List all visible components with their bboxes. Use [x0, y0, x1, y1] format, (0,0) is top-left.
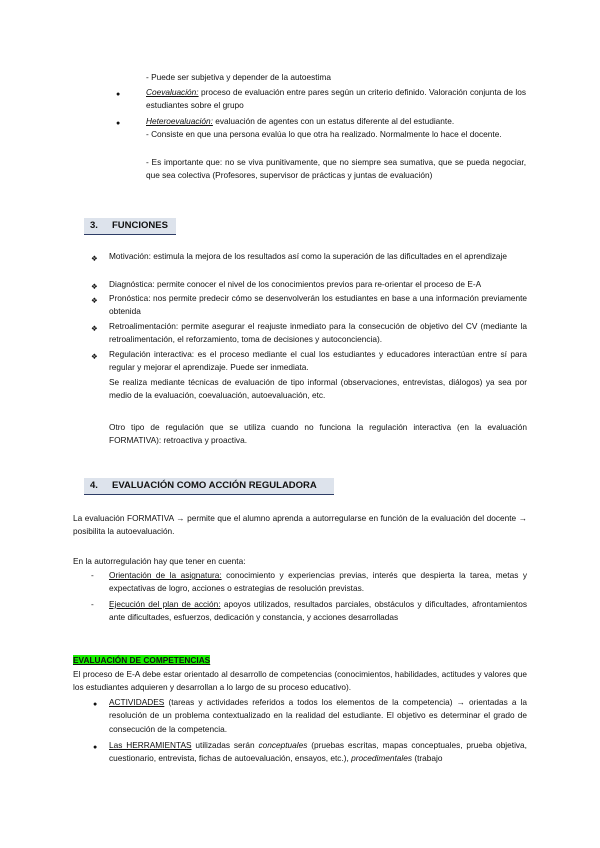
autorregulacion-lead: En la autorregulación hay que tener en cuenta:: [73, 556, 246, 566]
diamond-bullet-icon: ❖: [91, 352, 98, 361]
funcion-item: Retroalimentación: permite asegurar el reajuste inmediato para la consecución de objetivo del CV (mediante la retroalimentación, el reforzamiento, toma de decisiones y autoconciencia).: [109, 321, 527, 345]
section-3-number: 3.: [90, 220, 98, 231]
funcion-item: Motivación: estimula la mejora de los resultados así como la superación de las dificultades en el aprendizaje: [109, 251, 508, 261]
orientacion-text: conocimiento y experiencias previas, interés que despierta la tarea, metas y expectativas de logro, acciones o estrategias de resolución previstas.: [109, 570, 527, 594]
dash-bullet-icon: -: [91, 599, 94, 609]
bullet-icon: ●: [93, 701, 98, 708]
section-4-number: 4.: [90, 480, 98, 491]
actividades-text: (tareas y actividades referidos a todos los elementos de la competencia) → orientadas a la resolución de un problema contextualizado en la realidad del estudiante. El objetivo es determinar el grado de consecución de la competencia.: [109, 697, 527, 734]
competencias-heading-text: EVALUACIÓN DE COMPETENCIAS: [73, 655, 211, 665]
herramientas-pre: utilizadas serán: [195, 740, 255, 750]
heteroevaluacion-text: evaluación de agentes con un estatus diferente al del estudiante.: [215, 116, 455, 126]
heteroevaluacion-paragraph: [146, 115, 526, 128]
competencias-heading: [73, 654, 210, 667]
coevaluacion-text: proceso de evaluación entre pares según un criterio definido. Valoración conjunta de los estudiantes sobre el grupo: [146, 87, 526, 111]
heteroevaluacion-sub-1: - Consiste en que una persona evalúa lo que otra ha realizado. Normalmente lo hace el docente.: [146, 129, 502, 139]
dash-bullet-icon: -: [91, 570, 94, 580]
diamond-bullet-icon: ❖: [91, 282, 98, 291]
autoevaluacion-note: - Puede ser subjetiva y depender de la autoestima: [146, 72, 331, 82]
diamond-bullet-icon: ❖: [91, 296, 98, 305]
coevaluacion-paragraph: [146, 86, 526, 113]
heteroevaluacion-term: Heteroevaluación:: [146, 116, 213, 126]
diamond-bullet-icon: ❖: [91, 324, 98, 333]
herramientas-paragraph: [109, 739, 527, 766]
conceptuales-term: conceptuales: [258, 740, 308, 750]
section-4-title: EVALUACIÓN COMO ACCIÓN REGULADORA: [112, 480, 317, 491]
bullet-icon: ●: [116, 120, 121, 127]
herramientas-end: (trabajo: [414, 753, 443, 764]
herramientas-mid: (pruebas escritas, mapas conceptuales, prueba objetiva, cuestionario, entrevista, fichas de autoevaluación, ensayos, etc.),: [109, 740, 527, 764]
funcion-item: Diagnóstica: permite conocer el nivel de los conocimientos previos para re-orientar el proceso de E-A: [109, 279, 482, 289]
actividades-term: ACTIVIDADES: [109, 697, 165, 707]
ejecucion-paragraph: [109, 598, 527, 625]
actividades-paragraph: [109, 696, 527, 736]
diamond-bullet-icon: ❖: [91, 254, 98, 263]
bullet-icon: ●: [93, 744, 98, 751]
section-4-heading: [84, 478, 334, 495]
bullet-icon: ●: [116, 91, 121, 98]
funcion-item: Pronóstica: nos permite predecir cómo se desenvolverán los estudiantes en base a una información previamente obtenida: [109, 293, 527, 317]
section-3-title: FUNCIONES: [112, 220, 168, 231]
coevaluacion-term: Coevaluación:: [146, 87, 199, 97]
formativa-intro: La evaluación FORMATIVA → permite que el alumno aprenda a autorregularse en función de la evaluación del docente → posibilita la autoevaluación.: [73, 513, 527, 537]
ejecucion-term: Ejecución del plan de acción:: [109, 599, 221, 609]
regulacion-extra-text: Se realiza mediante técnicas de evaluación de tipo informal (observaciones, entrevistas, diálogos) ya sea por medio de la evaluación, coevaluación, autoevaluación, etc.: [109, 377, 527, 401]
otro-tipo-regulacion-text: Otro tipo de regulación que se utiliza cuando no funciona la regulación interactiva (en la evaluación FORMATIVA): retroactiva y proactiva.: [109, 422, 527, 446]
competencias-intro: El proceso de E-A debe estar orientado al desarrollo de competencias (conocimientos, habilidades, actitudes y valores que los estudiantes adquieren y desarrollan a lo largo de su proceso educativo).: [73, 669, 527, 693]
herramientas-term: Las HERRAMIENTAS: [109, 740, 192, 750]
heteroevaluacion-sub-2: - Es importante que: no se viva punitivamente, que no siempre sea sumativa, que se pueda negociar, que sea colectiva (Profesores, supervisor de prácticas y juntas de evaluación): [146, 157, 526, 181]
procedimentales-term: procedimentales: [351, 753, 413, 764]
orientacion-term: Orientación de la asignatura:: [109, 570, 222, 580]
funcion-item: Regulación interactiva: es el proceso mediante el cual los estudiantes y educadores interactúan entre sí para regular y mejorar el aprendizaje. Puede ser inmediata.: [109, 349, 527, 373]
ejecucion-text: apoyos utilizados, resultados parciales, obstáculos y dificultades, afrontamientos ante dificultades, esfuerzos, dedicación y constancia, y acciones desarrolladas: [109, 599, 527, 623]
orientacion-paragraph: [109, 569, 527, 596]
section-3-heading: [84, 218, 176, 235]
